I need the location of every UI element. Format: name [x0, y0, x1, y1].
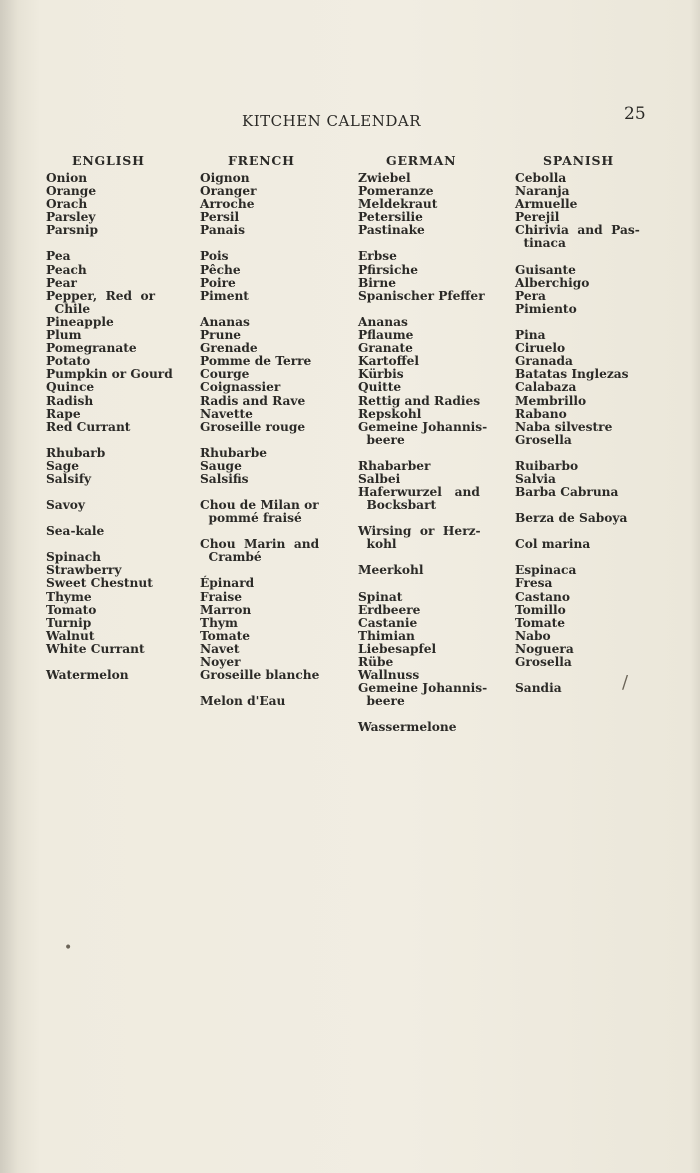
vocabulary-entry: Radis and Rave [200, 393, 306, 408]
ink-spot: • [64, 940, 73, 956]
vocabulary-entry: Rübe [358, 655, 394, 669]
vocabulary-entry: Groseille rouge [200, 419, 306, 434]
vocabulary-entry: Gemeine Johannis- beere [358, 681, 488, 709]
vocabulary-entry: Potato [46, 354, 91, 369]
french-entries [200, 172, 350, 708]
entry-group [515, 460, 655, 499]
vocabulary-entry: Pera [515, 288, 546, 303]
vocabulary-entry: Wallnuss [358, 668, 420, 683]
vocabulary-entry: Salvia [515, 471, 556, 486]
vocabulary-entry: Pois [200, 249, 229, 264]
vocabulary-entry: Haferwurzel and Bocksbart [358, 485, 480, 513]
entry-group [46, 447, 196, 486]
vocabulary-entry: Wassermelone [358, 720, 457, 735]
vocabulary-entry: Piment [200, 288, 249, 303]
vocabulary-entry: Pomeranze [358, 184, 434, 199]
english-entries [46, 172, 196, 682]
vocabulary-entry: Chirivia and Pas- tinaca [515, 223, 640, 251]
vocabulary-entry: Chou de Milan or pommé fraisé [200, 498, 319, 526]
vocabulary-entry: Nabo [515, 628, 551, 643]
vocabulary-entry: Sauge [200, 458, 242, 473]
vocabulary-entry: Red Currant [46, 419, 131, 434]
vocabulary-entry: Ruibarbo [515, 458, 579, 473]
vocabulary-entry: Spinat [358, 589, 403, 604]
vocabulary-entry [200, 303, 350, 316]
vocabulary-entry: Naba silvestre [515, 419, 613, 434]
vocabulary-entry: Gemeine Johannis- beere [358, 419, 488, 447]
vocabulary-entry: Salsifis [200, 471, 249, 486]
vocabulary-entry: Sandia [515, 681, 562, 696]
vocabulary-entry: Chou Marin and Crambé [200, 537, 320, 565]
entry-group [200, 250, 350, 433]
vocabulary-entry: Membrillo [515, 393, 587, 408]
entry-group [515, 538, 655, 551]
vocabulary-entry: Thyme [46, 589, 92, 604]
entry-group [358, 564, 498, 577]
vocabulary-entry: Coignassier [200, 380, 281, 395]
vocabulary-entry: Liebesapfel [358, 641, 437, 656]
entry-group [515, 264, 655, 447]
vocabulary-entry: Perejil [515, 210, 560, 225]
vocabulary-entry: Salsify [46, 471, 92, 486]
vocabulary-entry: Calabaza [515, 380, 577, 395]
vocabulary-entry: Radish [46, 393, 94, 408]
vocabulary-entry: Salbei [358, 471, 401, 486]
vocabulary-entry: Pomme de Terre [200, 354, 312, 369]
entry-group [200, 538, 350, 564]
vocabulary-entry: Pastinake [358, 223, 425, 238]
vocabulary-entry: Grenade [200, 341, 258, 356]
entry-group [46, 172, 196, 237]
vocabulary-entry: Épinard [200, 576, 255, 591]
vocabulary-entry: Castano [515, 589, 570, 604]
vocabulary-entry: Col marina [515, 537, 591, 552]
vocabulary-entry: Watermelon [46, 668, 129, 682]
vocabulary-entry: Parsley [46, 210, 96, 225]
vocabulary-entry: Kürbis [358, 367, 404, 382]
vocabulary-entry: Savoy [46, 498, 85, 513]
vocabulary-entry: Quitte [358, 380, 402, 395]
entry-group [46, 250, 196, 433]
vocabulary-entry: Walnut [46, 628, 95, 643]
vocabulary-entry: Tomate [200, 628, 250, 643]
entry-group [200, 447, 350, 486]
entry-group [46, 499, 196, 512]
entry-group [200, 577, 350, 682]
vocabulary-entry: Turnip [46, 615, 92, 630]
vocabulary-entry: Erdbeere [358, 602, 421, 617]
entry-group [200, 172, 350, 237]
column-heading-french: FRENCH [228, 153, 295, 168]
vocabulary-entry: Espinaca [515, 563, 577, 578]
column-heading-spanish: SPANISH [543, 153, 614, 168]
vocabulary-entry: Quince [46, 380, 95, 395]
running-title: KITCHEN CALENDAR [242, 112, 422, 130]
vocabulary-entry: Thimian [358, 628, 415, 643]
vocabulary-entry: Tomato [46, 602, 97, 617]
entry-group [515, 512, 655, 525]
vocabulary-entry: Panais [200, 223, 245, 238]
vocabulary-entry: Noguera [515, 641, 574, 656]
entry-group [358, 250, 498, 446]
vocabulary-entry: Grosella [515, 432, 572, 447]
vocabulary-entry: Rape [46, 406, 81, 421]
column-english [46, 152, 196, 695]
vocabulary-entry: Rhubarbe [200, 445, 267, 460]
vocabulary-entry: Sea-kale [46, 524, 105, 539]
vocabulary-entry: Alberchigo [515, 275, 590, 290]
vocabulary-entry: Melon d'Eau [200, 694, 286, 709]
vocabulary-entry: Sage [46, 458, 79, 473]
vocabulary-entry: Meerkohl [358, 563, 424, 578]
vocabulary-entry: Fraise [200, 589, 243, 604]
vocabulary-entry: Barba Cabruna [515, 485, 619, 500]
vocabulary-entry: Orange [46, 184, 97, 199]
entry-group [46, 525, 196, 538]
page-number: 25 [624, 104, 646, 124]
entry-group [200, 499, 350, 525]
entry-group [358, 460, 498, 512]
vocabulary-entry: Pêche [200, 262, 241, 277]
column-french [200, 152, 350, 721]
entry-group [515, 564, 655, 669]
vocabulary-entry: Cebolla [515, 171, 567, 185]
entry-group [358, 721, 498, 734]
vocabulary-entry: Tomillo [515, 602, 566, 617]
vocabulary-entry: Pepper, Red or Chile [46, 288, 156, 316]
vocabulary-entry: Pina [515, 328, 546, 343]
vocabulary-entry: Arroche [200, 197, 255, 212]
vocabulary-entry: Tomate [515, 615, 565, 630]
vocabulary-entry: Thym [200, 615, 238, 630]
vocabulary-entry: Erbse [358, 249, 397, 264]
entry-group [515, 682, 655, 695]
vocabulary-entry: Spanischer Pfeffer [358, 288, 485, 303]
vocabulary-entry: Armuelle [515, 197, 578, 212]
column-heading-german: GERMAN [386, 153, 457, 168]
entry-group [46, 551, 196, 656]
column-german [358, 152, 498, 747]
vocabulary-entry: Naranja [515, 184, 570, 199]
vocabulary-entry: Persil [200, 210, 240, 225]
vocabulary-entry: Pfirsiche [358, 262, 418, 277]
vocabulary-entry: Spinach [46, 550, 101, 565]
vocabulary-entry: Rhabarber [358, 458, 431, 473]
vocabulary-entry: Ananas [358, 314, 408, 329]
vocabulary-entry: Plum [46, 328, 82, 343]
vocabulary-entry: Prune [200, 328, 242, 343]
vocabulary-entry: Sweet Chestnut [46, 576, 153, 591]
vocabulary-entry: Kartoffel [358, 354, 420, 369]
vocabulary-entry: Repskohl [358, 406, 422, 421]
vocabulary-entry: Wirsing or Herz- kohl [358, 524, 481, 552]
vocabulary-entry: Peach [46, 262, 87, 277]
entry-group [46, 669, 196, 682]
vocabulary-entry: Rettig and Radies [358, 393, 481, 408]
vocabulary-entry: Pomegranate [46, 341, 137, 356]
vocabulary-entry: Onion [46, 171, 88, 185]
entry-group [358, 172, 498, 237]
column-spanish [515, 152, 655, 708]
german-entries [358, 172, 498, 734]
vocabulary-entry: Pea [46, 249, 71, 264]
vocabulary-entry: Granada [515, 354, 573, 369]
vocabulary-entry: Pear [46, 275, 77, 290]
vocabulary-entry: Courge [200, 367, 250, 382]
vocabulary-entry: Castanie [358, 615, 418, 630]
vocabulary-entry: Groseille blanche [200, 668, 320, 683]
vocabulary-entry: Grosella [515, 655, 572, 669]
page-header [0, 104, 700, 134]
entry-group [358, 591, 498, 709]
vocabulary-entry: Parsnip [46, 223, 99, 238]
vocabulary-entry: Ciruelo [515, 341, 566, 356]
vocabulary-entry: Granate [358, 341, 413, 356]
entry-group [358, 525, 498, 551]
vocabulary-entry: Noyer [200, 655, 241, 669]
vocabulary-entry: Oranger [200, 184, 257, 199]
vocabulary-entry: Ananas [200, 314, 250, 329]
vocabulary-entry: Pflaume [358, 328, 414, 343]
vocabulary-entry: Guisante [515, 262, 576, 277]
entry-group [200, 695, 350, 708]
vocabulary-entry: Fresa [515, 576, 553, 591]
vocabulary-entry: Birne [358, 275, 396, 290]
vocabulary-entry: Pineapple [46, 314, 114, 329]
vocabulary-entry: Zwiebel [358, 171, 411, 185]
vocabulary-entry: Navet [200, 641, 240, 656]
entry-group [515, 172, 655, 251]
vocabulary-entry: Oignon [200, 171, 250, 185]
vocabulary-entry: Meldekraut [358, 197, 438, 212]
column-heading-english: ENGLISH [72, 153, 145, 168]
vocabulary-entry: Berza de Saboya [515, 511, 628, 526]
vocabulary-entry: Pimiento [515, 301, 577, 316]
vocabulary-entry: Navette [200, 406, 253, 421]
vocabulary-entry: Strawberry [46, 563, 122, 578]
vocabulary-entry: Poire [200, 275, 236, 290]
pencil-mark: / [622, 672, 629, 693]
spanish-entries [515, 172, 655, 695]
vocabulary-entry: Marron [200, 602, 252, 617]
vocabulary-entry: Batatas Inglezas [515, 367, 629, 382]
vocabulary-entry: Rhubarb [46, 445, 106, 460]
vocabulary-entry: Rabano [515, 406, 567, 421]
vocabulary-entry: White Currant [46, 641, 145, 656]
vocabulary-entry: Orach [46, 197, 88, 212]
vocabulary-entry: Pumpkin or Gourd [46, 367, 173, 382]
vocabulary-entry: Petersilie [358, 210, 423, 225]
vocabulary-entry [358, 303, 498, 316]
